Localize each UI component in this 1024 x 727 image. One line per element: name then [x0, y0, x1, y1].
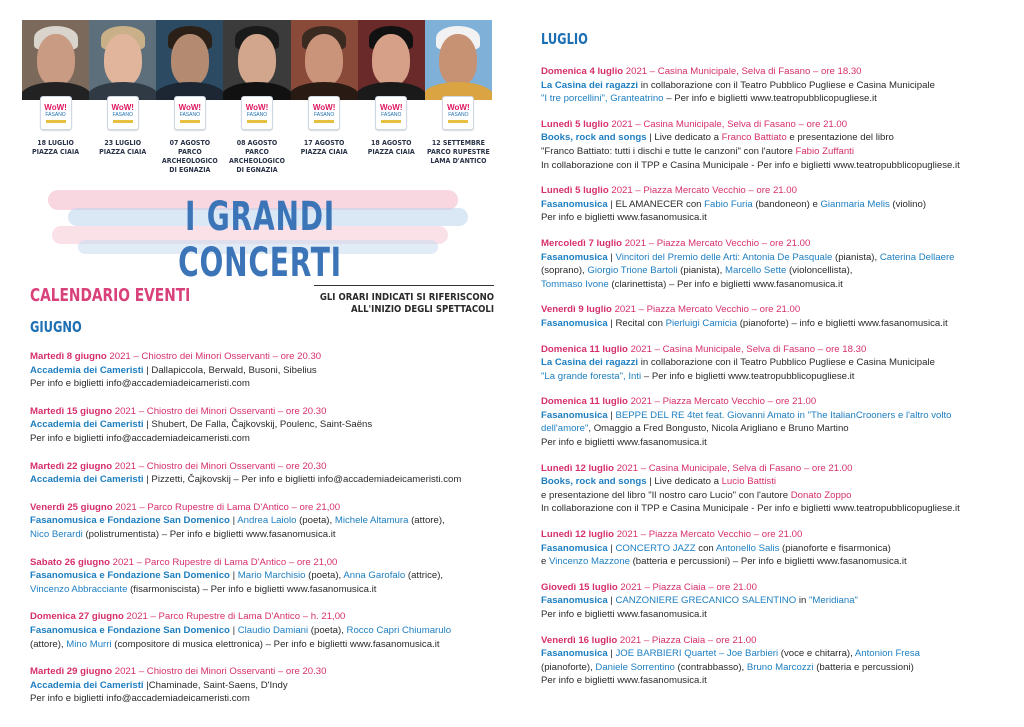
- page-title: I GRANDI CONCERTI: [178, 194, 342, 286]
- wow-logo-strip: [22, 96, 492, 130]
- event-item: Lunedì 5 luglio 2021 – Casina Municipale, Selva di Fasano – ore 21.00 Books, rock and songs | Live dedicato a Franco Battiato e presentazione del libro "Franco Battiato: tutti i dischi e tutte le canzoni" con l'autore Fabio Zuffanti In collaborazione con il TPP e Casina Municipale - Per info e biglietti www.teatropubblicopugliese.it: [541, 118, 960, 171]
- event-item: Domenica 27 giugno 2021 – Parco Rupestre di Lama D'Antico – h. 21,00 Fasanomusica e Fondazione San Domenico | Claudio Damiani (poeta), Rocco Capri Chiumarulo (attore), Mino Murri (compositore di musica elettronica) – Per info e biglietti www.fasanomusica.it: [30, 611, 452, 650]
- wow-logo: WoW! FASANO: [241, 96, 273, 130]
- event-item: Martedì 22 giugno 2021 – Chiostro dei Minori Osservanti – ore 20.30 Accademia dei Cameristi | Pizzetti, Čajkovskij – Per info e biglietti info@accademiadeicameristi.com: [30, 460, 462, 486]
- wow-logo: WoW! FASANO: [375, 96, 407, 130]
- wow-logo: WoW! FASANO: [40, 96, 72, 130]
- event-item: Martedì 15 giugno 2021 – Chiostro dei Minori Osservanti – ore 20.30 Accademia dei Cameristi | Shubert, De Falla, Čajkovskij, Poulenc, Saint-Saëns Per info e biglietti info@accademiadeicameristi.com: [30, 405, 373, 444]
- month-heading-giugno: GIUGNO: [30, 318, 82, 336]
- artist-photo-3: [156, 20, 223, 100]
- schedule-note: GLI ORARI INDICATI SI RIFERISCONO ALL'INIZIO DEGLI SPETTACOLI: [314, 285, 494, 316]
- event-item: Martedì 8 giugno 2021 – Chiostro dei Minori Osservanti – ore 20.30 Accademia dei Cameristi | Dallapiccola, Berwald, Busoni, Sibelius Per info e biglietti info@accademiadeicameristi.com: [30, 351, 322, 390]
- concert-date: 17 AGOSTO PIAZZA CIAIA: [300, 139, 348, 156]
- month-heading-luglio: LUGLIO: [541, 30, 588, 48]
- event-item: Mercoledì 7 luglio 2021 – Piazza Mercato Vecchio – ore 21.00 Fasanomusica | Vincitori del Premio delle Arti: Antonia De Pasquale (pianista), Caterina Dellaere (soprano), Giorgio Trione Bartoli (pianista), Marcello Sette (violoncellista), Tommaso Ivone (clarinettista) – Per info e biglietti www.fasanomusica.it: [541, 237, 955, 290]
- wow-logo: WoW! FASANO: [174, 96, 206, 130]
- artist-photo-strip: [22, 20, 492, 100]
- artist-photo-2: [89, 20, 156, 100]
- event-item: Lunedì 12 luglio 2021 – Piazza Mercato Vecchio – ore 21.00 Fasanomusica | CONCERTO JAZZ con Antonello Salis (pianoforte e fisarmonica) e Vincenzo Mazzone (batteria e percussioni) – Per info e biglietti www.fasanomusica.it: [541, 529, 907, 568]
- giugno-events: [30, 350, 500, 720]
- concert-date: 23 LUGLIO PIAZZA CIAIA: [99, 139, 147, 156]
- event-item: Domenica 11 luglio 2021 – Piazza Mercato Vecchio – ore 21.00 Fasanomusica | BEPPE DEL RE 4tet feat. Giovanni Amato in "The ItalianCrooners e l'altro volto dell'amore", Omaggio a Fred Bongusto, Nicola Arigliano e Bruno Martino Per info e biglietti www.fasanomusica.it: [541, 396, 952, 449]
- event-item: Giovedì 15 luglio 2021 – Piazza Ciaia – ore 21.00 Fasanomusica | CANZONIERE GRECANICO SALENTINO in "Meridiana" Per info e biglietti www.fasanomusica.it: [541, 581, 858, 620]
- calendar-title: CALENDARIO EVENTI: [30, 285, 191, 306]
- event-item: Lunedì 12 luglio 2021 – Casina Municipale, Selva di Fasano – ore 21.00 Books, rock and songs | Live dedicato a Lucio Battisti e presentazione del libro "Il nostro caro Lucio" con l'autore Donato Zoppo In collaborazione con il TPP e Casina Municipale - Per info e biglietti www.teatropubblicopugliese.it: [541, 462, 960, 515]
- concert-date: 07 AGOSTO PARCO ARCHEOLOGICO DI EGNAZIA: [161, 139, 218, 174]
- wow-logo: WoW! FASANO: [107, 96, 139, 130]
- event-item: Venerdì 16 luglio 2021 – Piazza Ciaia – ore 21.00 Fasanomusica | JOE BARBIERI Quartet – Joe Barbieri (voce e chitarra), Antonion Fresa (pianoforte), Daniele Sorrentino (contrabbasso), Bruno Marcozzi (batteria e percussioni) Per info e biglietti www.fasanomusica.it: [541, 634, 920, 687]
- event-item: Sabato 26 giugno 2021 – Parco Rupestre di Lama D'Antico – ore 21,00 Fasanomusica e Fondazione San Domenico | Mario Marchisio (poeta), Anna Garofalo (attrice), Vincenzo Abbracciante (fisarmoniscista) – Per info e biglietti www.fasanomusica.it: [30, 556, 444, 595]
- event-item: Venerdì 25 giugno 2021 – Parco Rupestre di Lama D'Antico – ore 21,00 Fasanomusica e Fondazione San Domenico | Andrea Laiolo (poeta), Michele Altamura (attore), Nico Berardi (polistrumentista) – Per info e biglietti www.fasanomusica.it: [30, 501, 445, 540]
- event-item: Martedì 29 giugno 2021 – Chiostro dei Minori Osservanti – ore 20.30 Accademia dei Cameristi |Chaminade, Saint-Saens, D'Indy Per info e biglietti info@accademiadeicameristi.com: [30, 666, 327, 705]
- right-page: [512, 0, 1024, 727]
- event-item: Lunedì 5 luglio 2021 – Piazza Mercato Vecchio – ore 21.00 Fasanomusica | EL AMANECER con Fabio Furia (bandoneon) e Gianmaria Melis (violino) Per info e biglietti www.fasanomusica.it: [541, 185, 927, 224]
- artist-photo-6: [358, 20, 425, 100]
- concert-date: 08 AGOSTO PARCO ARCHEOLOGICO DI EGNAZIA: [229, 139, 285, 174]
- wow-logo: WoW! FASANO: [442, 96, 474, 130]
- artist-photo-4: [223, 20, 290, 100]
- concert-dates: [22, 139, 492, 175]
- event-item: Domenica 11 luglio 2021 – Casina Municipale, Selva di Fasano – ore 18.30 La Casina dei ragazzi in collaborazione con il Teatro Pubblico Pugliese e Casina Municipale "La grande foresta", Inti – Per info e biglietti www.teatropubblicopugliese.it: [541, 343, 935, 382]
- concert-date: 12 SETTEMBRE PARCO RUPESTRE LAMA D'ANTICO: [427, 139, 490, 165]
- event-item: Venerdì 9 luglio 2021 – Piazza Mercato Vecchio – ore 21.00 Fasanomusica | Recital con Pierluigi Camicia (pianoforte) – info e biglietti www.fasanomusica.it: [541, 304, 948, 329]
- luglio-events: [541, 65, 1011, 700]
- concert-date: 18 LUGLIO PIAZZA CIAIA: [32, 139, 80, 156]
- artist-photo-1: [22, 20, 89, 100]
- concert-date: 18 AGOSTO PIAZZA CIAIA: [367, 139, 415, 156]
- artist-photo-7: [425, 20, 492, 100]
- event-item: Domenica 4 luglio 2021 – Casina Municipale, Selva di Fasano – ore 18.30 La Casina dei ragazzi in collaborazione con il Teatro Pubblico Pugliese e Casina Municipale "I tre porcellini", Granteatrino – Per info e biglietti www.teatropubblicopugliese.it: [541, 66, 935, 105]
- wow-logo: WoW! FASANO: [308, 96, 340, 130]
- artist-photo-5: [291, 20, 358, 100]
